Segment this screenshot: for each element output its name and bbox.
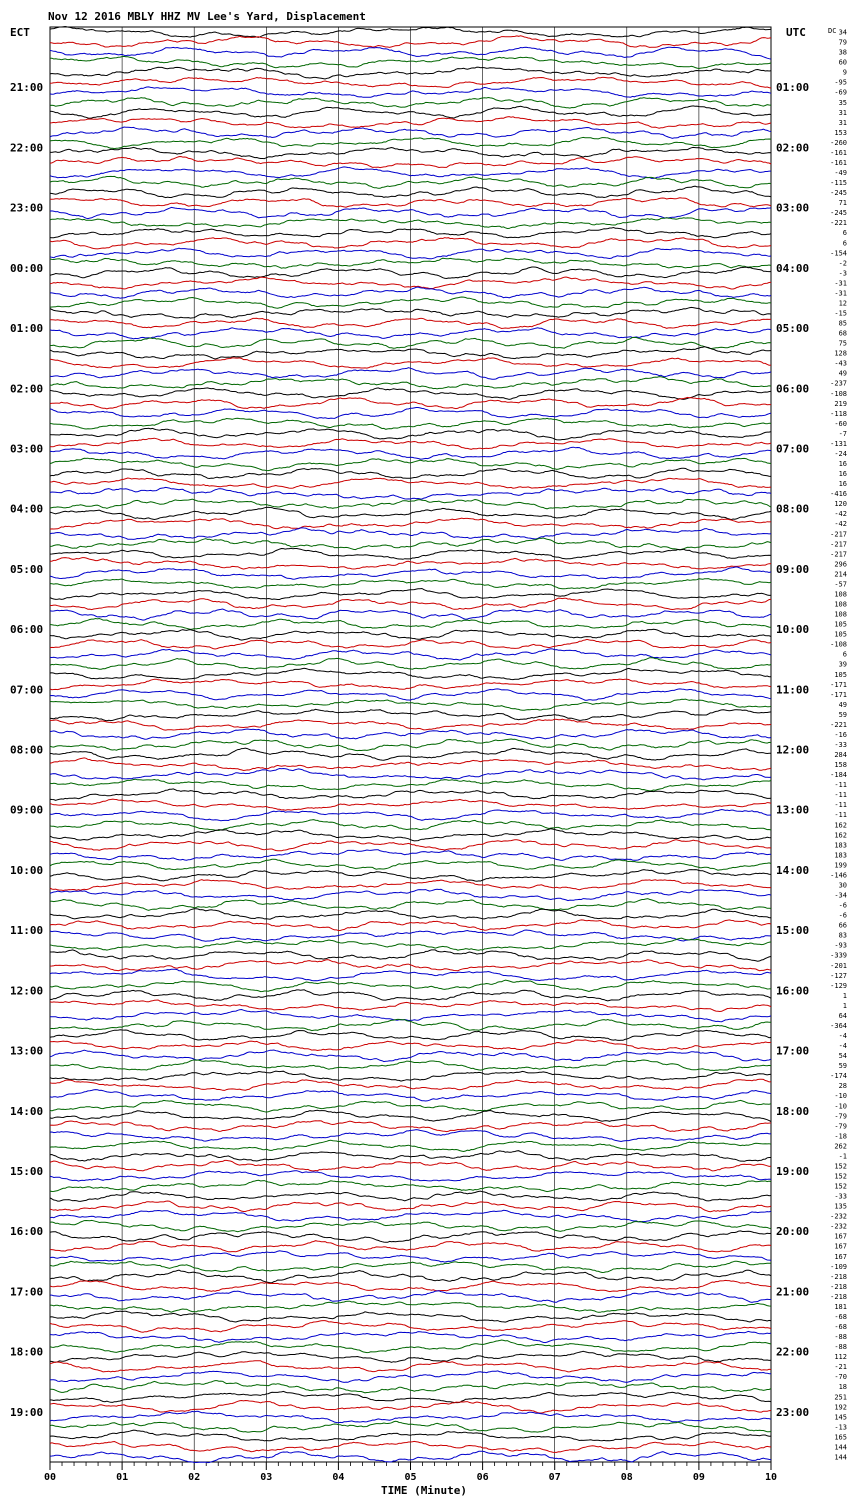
dc-offset-label: -161 xyxy=(830,148,847,157)
dc-offset-label: -18 xyxy=(834,1132,847,1141)
dc-offset-label: 199 xyxy=(834,861,847,870)
dc-offset-label: -21 xyxy=(834,1363,847,1372)
x-tick-label: 01 xyxy=(116,1472,129,1483)
left-axis-label: ECT xyxy=(10,26,30,39)
dc-offset-label: -31 xyxy=(834,289,847,298)
dc-offset-label: -42 xyxy=(834,520,847,529)
left-hour-label: 03:00 xyxy=(10,442,44,456)
dc-offset-label: -260 xyxy=(830,138,847,147)
dc-offset-label: -174 xyxy=(830,1072,847,1081)
left-hour-label: 22:00 xyxy=(10,141,44,155)
left-hour-label: 04:00 xyxy=(10,502,44,516)
dc-offset-label: -129 xyxy=(830,981,847,990)
dc-offset-label: -79 xyxy=(834,1112,847,1121)
left-hour-label: 02:00 xyxy=(10,382,44,396)
dc-offset-label: -221 xyxy=(830,720,847,729)
x-tick-label: 10 xyxy=(764,1472,778,1483)
dc-offset-label: -154 xyxy=(830,249,847,258)
left-hour-label: 06:00 xyxy=(10,623,44,637)
right-hour-label: 22:00 xyxy=(776,1345,810,1359)
dc-offset-label: 262 xyxy=(834,1142,847,1151)
dc-offset-label: 219 xyxy=(834,399,847,408)
dc-offset-label: 181 xyxy=(834,1302,847,1311)
x-tick-label: 05 xyxy=(404,1472,417,1483)
dc-offset-label: 35 xyxy=(838,98,847,107)
dc-offset-label: -57 xyxy=(834,580,847,589)
right-hour-label: 02:00 xyxy=(776,141,810,155)
dc-offset-label: 112 xyxy=(834,1353,847,1362)
left-hour-label: 17:00 xyxy=(10,1285,44,1299)
right-hour-label: 10:00 xyxy=(776,623,810,637)
dc-offset-label: 60 xyxy=(838,58,847,67)
dc-offset-label: -218 xyxy=(830,1292,847,1301)
dc-offset-label: -13 xyxy=(834,1423,847,1432)
dc-offset-label: 296 xyxy=(834,560,847,569)
dc-offset-label: -218 xyxy=(830,1282,847,1291)
dc-offset-label: 1 xyxy=(842,1001,847,1010)
dc-offset-label: -33 xyxy=(834,1192,847,1201)
dc-offset-label: -184 xyxy=(830,771,847,780)
dc-offset-label: 105 xyxy=(834,620,847,629)
right-hour-label: 18:00 xyxy=(776,1104,810,1118)
right-hour-label: 01:00 xyxy=(776,81,810,95)
right-hour-label: 12:00 xyxy=(776,743,810,757)
dc-offset-label: 167 xyxy=(834,1232,847,1241)
dc-offset-label: 31 xyxy=(838,118,847,127)
dc-offset-label: -109 xyxy=(830,1262,847,1271)
dc-offset-label: 284 xyxy=(834,751,847,760)
dc-offset-label: 135 xyxy=(834,1202,847,1211)
dc-offset-label: 6 xyxy=(842,650,847,659)
dc-offset-label: -70 xyxy=(834,1373,847,1382)
dc-offset-label: 12 xyxy=(838,299,847,308)
dc-offset-label: 49 xyxy=(838,369,847,378)
dc-offset-label: -201 xyxy=(830,961,847,970)
dc-offset-label: -217 xyxy=(830,550,847,559)
left-hour-label: 10:00 xyxy=(10,863,44,877)
dc-offset-label: -245 xyxy=(830,189,847,198)
x-tick-label: 09 xyxy=(692,1472,705,1483)
dc-offset-label: 75 xyxy=(838,339,847,348)
chart-title: Nov 12 2016 MBLY HHZ MV Lee's Yard, Displacement xyxy=(48,10,366,23)
dc-offset-label: -4 xyxy=(838,1042,847,1051)
dc-offset-label: -108 xyxy=(830,389,847,398)
dc-offset-label: 167 xyxy=(834,1242,847,1251)
dc-offset-label: -118 xyxy=(830,409,847,418)
dc-offset-label: -68 xyxy=(834,1312,847,1321)
dc-offset-label: 66 xyxy=(838,921,847,930)
dc-offset-label: -217 xyxy=(830,530,847,539)
dc-offset-label: -88 xyxy=(834,1343,847,1352)
dc-offset-label: 59 xyxy=(838,1062,847,1071)
dc-offset-label: -115 xyxy=(830,179,847,188)
dc-offset-label: 6 xyxy=(842,239,847,248)
dc-offset-label: 34 xyxy=(838,28,847,37)
dc-offset-label: -7 xyxy=(838,429,847,438)
dc-offset-label: 16 xyxy=(838,470,847,479)
dc-offset-label: 83 xyxy=(838,931,847,940)
right-hour-label: 20:00 xyxy=(776,1225,810,1239)
dc-offset-label: -217 xyxy=(830,540,847,549)
x-tick-label: 02 xyxy=(188,1472,201,1483)
right-hour-label: 07:00 xyxy=(776,442,810,456)
dc-offset-label: 144 xyxy=(834,1443,847,1452)
dc-offset-label: 214 xyxy=(834,570,847,579)
dc-offset-label: 108 xyxy=(834,600,847,609)
dc-offset-label: -221 xyxy=(830,219,847,228)
dc-offset-label: 167 xyxy=(834,1252,847,1261)
right-hour-label: 06:00 xyxy=(776,382,810,396)
dc-offset-label: 152 xyxy=(834,1182,847,1191)
right-hour-label: 04:00 xyxy=(776,261,810,275)
dc-offset-label: -11 xyxy=(834,801,847,810)
dc-offset-label: -339 xyxy=(830,951,847,960)
dc-offset-label: -6 xyxy=(838,901,847,910)
left-hour-label: 11:00 xyxy=(10,924,44,938)
x-tick-label: 07 xyxy=(548,1472,561,1483)
dc-label: DC xyxy=(828,27,837,35)
left-hour-label: 18:00 xyxy=(10,1345,44,1359)
dc-offset-label: -4 xyxy=(838,1032,847,1041)
dc-offset-label: -16 xyxy=(834,730,847,739)
dc-offset-label: 28 xyxy=(838,1082,847,1091)
left-hour-label: 16:00 xyxy=(10,1225,44,1239)
dc-offset-label: 31 xyxy=(838,108,847,117)
dc-offset-label: 85 xyxy=(838,319,847,328)
dc-offset-label: -131 xyxy=(830,439,847,448)
dc-offset-label: -15 xyxy=(834,309,847,318)
dc-offset-label: -171 xyxy=(830,690,847,699)
dc-offset-label: -68 xyxy=(834,1323,847,1332)
dc-offset-label: 152 xyxy=(834,1172,847,1181)
dc-offset-label: 183 xyxy=(834,851,847,860)
dc-offset-label: 16 xyxy=(838,460,847,469)
dc-offset-label: 153 xyxy=(834,128,847,137)
dc-offset-label: -69 xyxy=(834,88,847,97)
right-hour-label: 09:00 xyxy=(776,562,810,576)
dc-offset-label: 6 xyxy=(842,229,847,238)
dc-offset-label: 108 xyxy=(834,610,847,619)
dc-offset-label: 49 xyxy=(838,700,847,709)
left-hour-label: 00:00 xyxy=(10,261,44,275)
dc-offset-label: -218 xyxy=(830,1272,847,1281)
right-hour-label: 17:00 xyxy=(776,1044,810,1058)
dc-offset-label: -11 xyxy=(834,781,847,790)
dc-offset-label: 162 xyxy=(834,821,847,830)
dc-offset-label: -42 xyxy=(834,510,847,519)
left-hour-label: 21:00 xyxy=(10,81,44,95)
dc-offset-label: -60 xyxy=(834,419,847,428)
right-hour-label: 21:00 xyxy=(776,1285,810,1299)
dc-offset-label: 144 xyxy=(834,1453,847,1462)
dc-offset-label: 162 xyxy=(834,831,847,840)
dc-offset-label: -127 xyxy=(830,971,847,980)
dc-offset-label: -245 xyxy=(830,209,847,218)
dc-offset-label: -95 xyxy=(834,78,847,87)
dc-offset-label: 165 xyxy=(834,1433,847,1442)
dc-offset-label: 68 xyxy=(838,329,847,338)
dc-offset-label: 120 xyxy=(834,500,847,509)
dc-offset-label: -2 xyxy=(838,259,847,268)
dc-offset-label: -237 xyxy=(830,379,847,388)
left-hour-label: 23:00 xyxy=(10,201,44,215)
dc-offset-label: 18 xyxy=(838,1383,847,1392)
x-tick-label: 00 xyxy=(43,1472,57,1483)
dc-offset-label: -49 xyxy=(834,169,847,178)
dc-offset-label: 183 xyxy=(834,841,847,850)
dc-offset-label: 59 xyxy=(838,710,847,719)
right-axis-label: UTC xyxy=(786,26,806,39)
dc-offset-label: -33 xyxy=(834,741,847,749)
x-tick-label: 03 xyxy=(260,1472,273,1483)
dc-offset-label: 38 xyxy=(838,48,847,57)
dc-offset-label: 71 xyxy=(838,199,847,208)
x-tick-label: 08 xyxy=(620,1472,633,1483)
x-tick-label: 06 xyxy=(476,1472,489,1483)
left-hour-label: 14:00 xyxy=(10,1104,44,1118)
right-hour-label: 13:00 xyxy=(776,803,810,817)
dc-offset-label: -146 xyxy=(830,871,847,880)
dc-offset-label: -34 xyxy=(834,891,847,900)
left-hour-label: 15:00 xyxy=(10,1164,44,1178)
dc-offset-label: -43 xyxy=(834,359,847,368)
dc-offset-label: -108 xyxy=(830,640,847,649)
dc-offset-label: -161 xyxy=(830,158,847,167)
dc-offset-label: -232 xyxy=(830,1222,847,1231)
dc-offset-label: 251 xyxy=(834,1393,847,1402)
dc-offset-label: 128 xyxy=(834,349,847,358)
dc-offset-label: -11 xyxy=(834,811,847,820)
dc-offset-label: 16 xyxy=(838,480,847,489)
dc-offset-label: -3 xyxy=(838,269,847,278)
dc-offset-label: -364 xyxy=(830,1021,847,1030)
left-hour-label: 05:00 xyxy=(10,562,44,576)
dc-offset-label: -416 xyxy=(830,490,847,499)
right-hour-label: 08:00 xyxy=(776,502,810,516)
left-hour-label: 01:00 xyxy=(10,322,44,336)
dc-offset-label: -171 xyxy=(830,680,847,689)
dc-offset-label: -6 xyxy=(838,911,847,920)
dc-offset-label: 9 xyxy=(842,68,847,77)
right-hour-label: 15:00 xyxy=(776,924,810,938)
dc-offset-label: 79 xyxy=(838,38,847,47)
dc-offset-label: -232 xyxy=(830,1212,847,1221)
dc-offset-label: 108 xyxy=(834,590,847,599)
right-hour-label: 14:00 xyxy=(776,863,810,877)
dc-offset-label: 192 xyxy=(834,1403,847,1412)
right-hour-label: 16:00 xyxy=(776,984,810,998)
left-hour-label: 13:00 xyxy=(10,1044,44,1058)
dc-offset-label: -10 xyxy=(834,1092,847,1101)
dc-offset-label: 105 xyxy=(834,670,847,679)
right-hour-label: 05:00 xyxy=(776,322,810,336)
dc-offset-label: -79 xyxy=(834,1122,847,1131)
dc-offset-label: -88 xyxy=(834,1333,847,1342)
dc-offset-label: -24 xyxy=(834,449,847,458)
left-hour-label: 12:00 xyxy=(10,984,44,998)
dc-offset-label: 54 xyxy=(838,1052,847,1061)
x-axis-title: TIME (Minute) xyxy=(380,1484,468,1497)
dc-offset-label: 64 xyxy=(838,1011,847,1020)
left-hour-label: 19:00 xyxy=(10,1405,44,1419)
dc-offset-label: 158 xyxy=(834,761,847,770)
right-hour-label: 23:00 xyxy=(776,1405,810,1419)
right-hour-label: 03:00 xyxy=(776,201,810,215)
dc-offset-label: 152 xyxy=(834,1162,847,1171)
dc-offset-label: -11 xyxy=(834,791,847,800)
dc-offset-label: 105 xyxy=(834,630,847,639)
left-hour-label: 08:00 xyxy=(10,743,44,757)
left-hour-label: 09:00 xyxy=(10,803,44,817)
left-hour-label: 07:00 xyxy=(10,683,44,697)
dc-offset-label: -93 xyxy=(834,941,847,950)
right-hour-label: 19:00 xyxy=(776,1164,810,1178)
x-tick-label: 04 xyxy=(332,1472,345,1483)
dc-offset-label: -1 xyxy=(838,1152,847,1161)
dc-offset-label: -31 xyxy=(834,279,847,288)
dc-offset-label: 30 xyxy=(838,881,847,890)
dc-offset-label: -10 xyxy=(834,1102,847,1111)
dc-offset-label: 1 xyxy=(842,991,847,1000)
right-hour-label: 11:00 xyxy=(776,683,810,697)
dc-offset-label: 145 xyxy=(834,1413,847,1422)
dc-offset-label: 39 xyxy=(838,660,847,669)
